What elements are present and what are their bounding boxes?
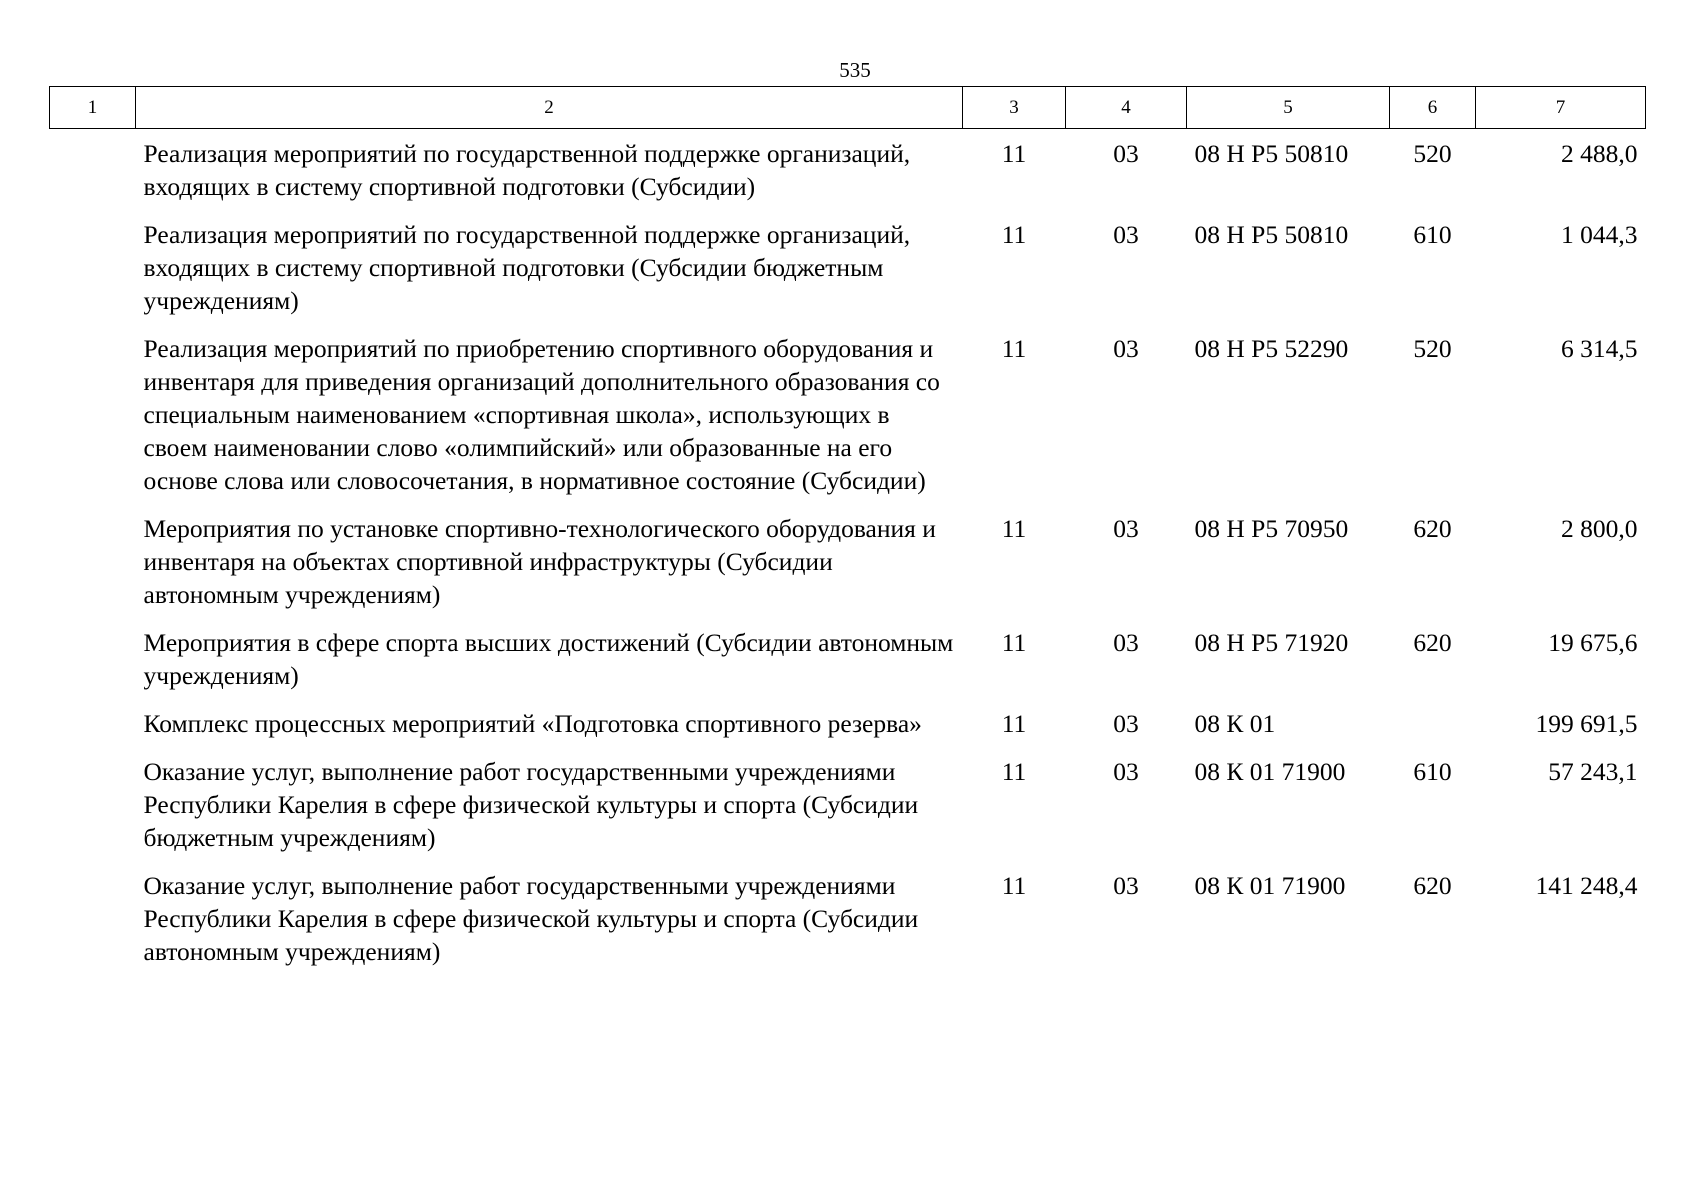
- item-name: Комплекс процессных мероприятий «Подготовка спортивного резерва»: [143, 709, 922, 738]
- expense-type-code: 620: [1413, 514, 1452, 543]
- section-code: 11: [1001, 871, 1027, 900]
- expense-type-code: 520: [1413, 139, 1452, 168]
- column-header: 3: [963, 87, 1066, 129]
- column-header: 6: [1390, 87, 1476, 129]
- column-header: 7: [1476, 87, 1646, 129]
- expense-type-code: 610: [1413, 220, 1452, 249]
- page-number: 535: [839, 58, 871, 82]
- column-header: 1: [50, 87, 136, 129]
- target-article-code: 08 Н Р5 52290: [1194, 334, 1349, 363]
- item-name: Мероприятия по установке спортивно-технологического оборудования и инвентаря на объектах спортивной инфраструктуры (Субсидии автономным учреждениям): [143, 514, 936, 609]
- section-code: 11: [1001, 757, 1027, 786]
- section-code: 11: [1001, 334, 1027, 363]
- subsection-code: 03: [1113, 709, 1139, 738]
- row-number-cell: [50, 869, 136, 983]
- item-name: Оказание услуг, выполнение работ государственными учреждениями Республики Карелия в сфере физической культуры и спорта (Субсидии бюджетным учреждениям): [143, 757, 919, 852]
- section-code: 11: [1001, 220, 1027, 249]
- table-row: [50, 626, 1646, 707]
- row-number-cell: [50, 218, 136, 332]
- row-number-cell: [50, 129, 136, 219]
- column-header: 4: [1066, 87, 1187, 129]
- table-header: [50, 87, 1646, 129]
- table-body: [50, 129, 1646, 984]
- table-row: [50, 129, 1646, 219]
- subsection-code: 03: [1113, 514, 1139, 543]
- subsection-code: 03: [1113, 139, 1139, 168]
- sum-value: 6 314,5: [1561, 334, 1638, 363]
- expense-type-code: 610: [1413, 757, 1452, 786]
- section-code: 11: [1001, 139, 1027, 168]
- table-row: [50, 218, 1646, 332]
- sum-value: 2 800,0: [1561, 514, 1638, 543]
- item-name: Реализация мероприятий по приобретению спортивного оборудования и инвентаря для приведения организаций дополнительного образования со специальным наименованием «спортивная школа», использующих в своем наименовании слово «олимпийский» или образованные на его основе слова или словосочетания, в нормативное состояние (Субсидии): [143, 334, 940, 495]
- item-name: Реализация мероприятий по государственной поддержке организаций, входящих в систему спортивной подготовки (Субсидии): [143, 139, 911, 201]
- sum-value: 199 691,5: [1535, 709, 1638, 738]
- target-article-code: 08 Н Р5 50810: [1194, 220, 1349, 249]
- expense-type-code: 620: [1413, 628, 1452, 657]
- subsection-code: 03: [1113, 628, 1139, 657]
- table-row: [50, 869, 1646, 983]
- column-header: 5: [1187, 87, 1390, 129]
- item-name: Оказание услуг, выполнение работ государственными учреждениями Республики Карелия в сфере физической культуры и спорта (Субсидии автономным учреждениям): [143, 871, 919, 966]
- expense-type-code: 620: [1413, 871, 1452, 900]
- sum-value: 57 243,1: [1548, 757, 1638, 786]
- subsection-code: 03: [1113, 334, 1139, 363]
- row-number-cell: [50, 512, 136, 626]
- expense-type-code: 520: [1413, 334, 1452, 363]
- row-number-cell: [50, 707, 136, 755]
- header-row: [50, 87, 1646, 129]
- table-row: [50, 707, 1646, 755]
- target-article-code: 08 К 01: [1194, 709, 1276, 738]
- budget-table: [49, 86, 1646, 983]
- sum-value: 1 044,3: [1561, 220, 1638, 249]
- table-row: [50, 512, 1646, 626]
- section-code: 11: [1001, 709, 1027, 738]
- row-number-cell: [50, 332, 136, 512]
- table-row: [50, 755, 1646, 869]
- sum-value: 19 675,6: [1548, 628, 1638, 657]
- expense-type-code: [1390, 707, 1476, 755]
- column-header: 2: [136, 87, 963, 129]
- subsection-code: 03: [1113, 220, 1139, 249]
- target-article-code: 08 Н Р5 70950: [1194, 514, 1349, 543]
- section-code: 11: [1001, 514, 1027, 543]
- subsection-code: 03: [1113, 757, 1139, 786]
- item-name: Мероприятия в сфере спорта высших достижений (Субсидии автономным учреждениям): [143, 628, 954, 690]
- target-article-code: 08 К 01 71900: [1194, 871, 1346, 900]
- row-number-cell: [50, 626, 136, 707]
- table-row: [50, 332, 1646, 512]
- target-article-code: 08 К 01 71900: [1194, 757, 1346, 786]
- subsection-code: 03: [1113, 871, 1139, 900]
- item-name: Реализация мероприятий по государственной поддержке организаций, входящих в систему спортивной подготовки (Субсидии бюджетным учреждениям): [143, 220, 911, 315]
- sum-value: 2 488,0: [1561, 139, 1638, 168]
- target-article-code: 08 Н Р5 71920: [1194, 628, 1349, 657]
- sum-value: 141 248,4: [1535, 871, 1638, 900]
- target-article-code: 08 Н Р5 50810: [1194, 139, 1349, 168]
- section-code: 11: [1001, 628, 1027, 657]
- row-number-cell: [50, 755, 136, 869]
